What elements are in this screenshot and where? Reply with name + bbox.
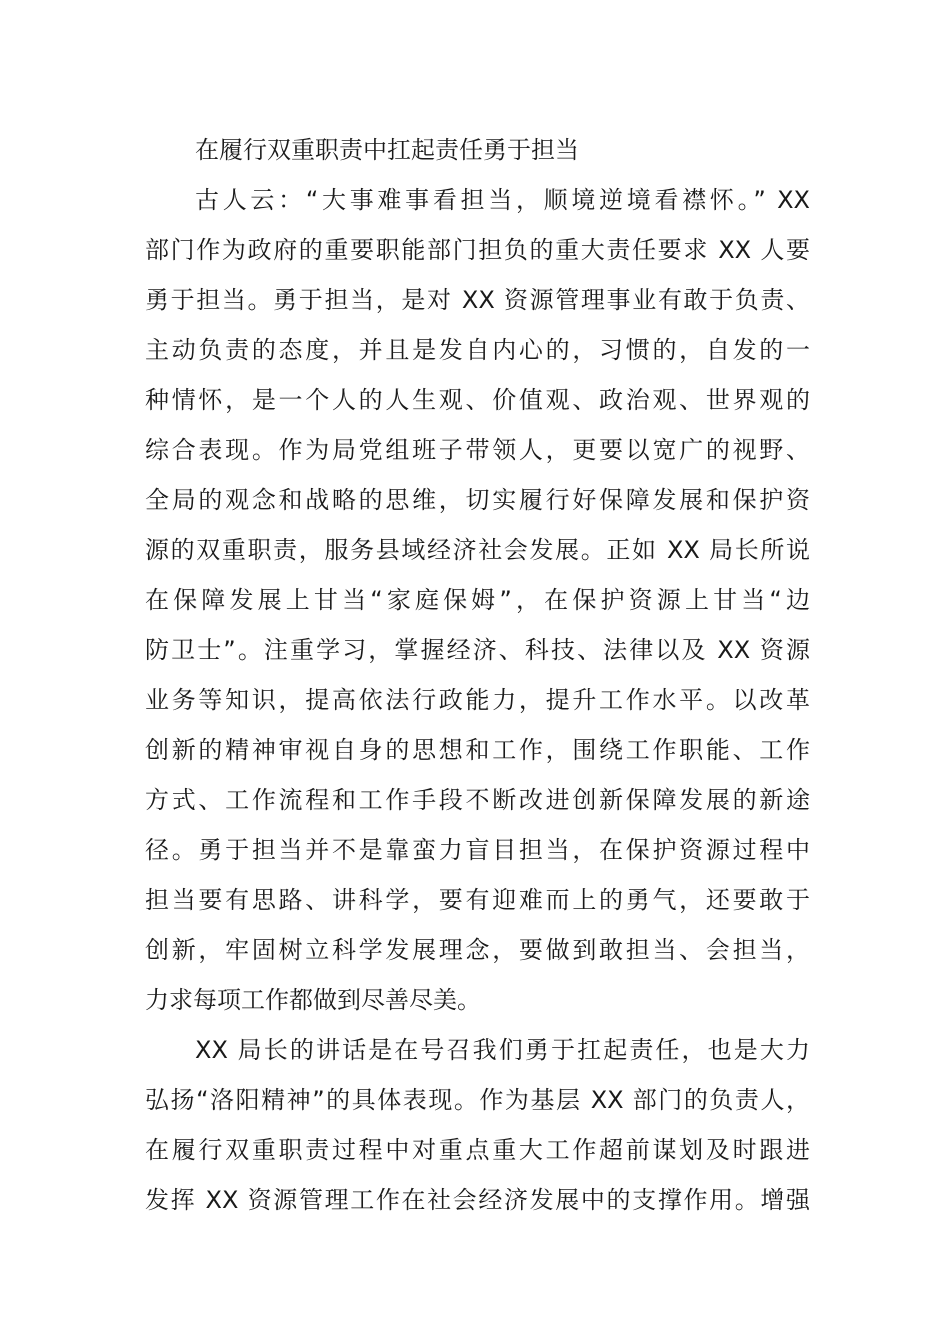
text-line: 力求每项工作都做到尽善尽美。: [145, 986, 481, 1014]
paragraph-2: [145, 1025, 810, 1225]
text-line: 主动负责的态度，并且是发自内心的，习惯的，自发的一: [145, 336, 810, 364]
paragraph-1: [145, 175, 810, 1025]
text-line: 防卫士”。注重学习，掌握经济、科技、法律以及 XX 资源: [145, 636, 810, 664]
text-line: 源的双重职责，服务县域经济社会发展。正如 XX 局长所说: [145, 536, 810, 564]
text-line: 综合表现。作为局党组班子带领人，更要以宽广的视野、: [145, 436, 810, 464]
text-line: 担当要有思路、讲科学，要有迎难而上的勇气，还要敢于: [145, 886, 810, 914]
text-line: 在履行双重职责过程中对重点重大工作超前谋划及时跟进: [145, 1136, 810, 1164]
text-line: 创新，牢固树立科学发展理念，要做到敢担当、会担当，: [145, 936, 810, 964]
text-line: 部门作为政府的重要职能部门担负的重大责任要求 XX 人要: [145, 236, 810, 264]
text-line: 古人云：“大事难事看担当，顺境逆境看襟怀。” XX: [195, 186, 810, 214]
text-line: 业务等知识，提高依法行政能力，提升工作水平。以改革: [145, 686, 810, 714]
text-line: 种情怀，是一个人的人生观、价值观、政治观、世界观的: [145, 386, 810, 414]
text-line: 径。勇于担当并不是靠蛮力盲目担当，在保护资源过程中: [145, 836, 810, 864]
text-line: 全局的观念和战略的思维，切实履行好保障发展和保护资: [145, 486, 810, 514]
document-title: 在履行双重职责中扛起责任勇于担当: [195, 136, 579, 164]
document-body: [145, 125, 810, 1225]
text-line: 弘扬“洛阳精神”的具体表现。作为基层 XX 部门的负责人，: [145, 1086, 810, 1114]
text-line: XX 局长的讲话是在号召我们勇于扛起责任，也是大力: [195, 1036, 810, 1064]
text-line: 在保障发展上甘当“家庭保姆”，在保护资源上甘当“边: [145, 586, 810, 614]
text-line: 发挥 XX 资源管理工作在社会经济发展中的支撑作用。增强: [145, 1186, 810, 1214]
text-line: 勇于担当。勇于担当，是对 XX 资源管理事业有敢于负责、: [145, 286, 810, 314]
text-line: 方式、工作流程和工作手段不断改进创新保障发展的新途: [145, 786, 810, 814]
text-line: 创新的精神审视自身的思想和工作，围绕工作职能、工作: [145, 736, 810, 764]
